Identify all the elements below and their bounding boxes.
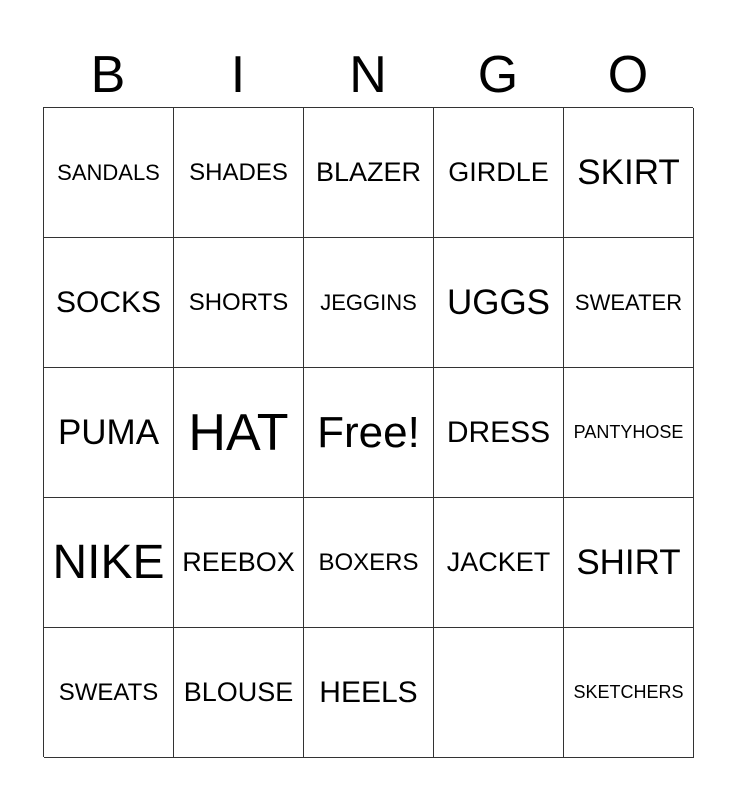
bingo-cell-r2-c1[interactable]: SOCKS: [44, 238, 174, 368]
header-letter-b: B: [90, 46, 126, 104]
bingo-cell-r3-c1[interactable]: PUMA: [44, 368, 174, 498]
bingo-cell-r1-c1[interactable]: SANDALS: [44, 108, 174, 238]
header-letter-n: N: [349, 46, 387, 104]
header-letter-g: G: [477, 46, 519, 104]
bingo-card-grid: [43, 107, 693, 757]
bingo-cell-r3-c5[interactable]: PANTYHOSE: [564, 368, 694, 498]
bingo-cell-r2-c3[interactable]: JEGGINS: [304, 238, 434, 368]
bingo-cell-r4-c4[interactable]: JACKET: [434, 498, 564, 628]
bingo-cell-r3-c3-free[interactable]: Free!: [304, 368, 434, 498]
bingo-cell-r4-c5[interactable]: SHIRT: [564, 498, 694, 628]
bingo-cell-r1-c4[interactable]: GIRDLE: [434, 108, 564, 238]
bingo-cell-r2-c2[interactable]: SHORTS: [174, 238, 304, 368]
header-letter-i: I: [230, 46, 246, 104]
bingo-cell-r5-c4-empty[interactable]: [434, 628, 564, 758]
bingo-cell-r1-c5[interactable]: SKIRT: [564, 108, 694, 238]
header-letter-o: O: [607, 46, 649, 104]
bingo-cell-r5-c5[interactable]: SKETCHERS: [564, 628, 694, 758]
bingo-cell-r2-c4[interactable]: UGGS: [434, 238, 564, 368]
bingo-cell-r4-c1[interactable]: NIKE: [44, 498, 174, 628]
bingo-cell-r5-c3[interactable]: HEELS: [304, 628, 434, 758]
bingo-cell-r3-c4[interactable]: DRESS: [434, 368, 564, 498]
bingo-cell-r1-c3[interactable]: BLAZER: [304, 108, 434, 238]
bingo-cell-r4-c3[interactable]: BOXERS: [304, 498, 434, 628]
bingo-cell-r5-c2[interactable]: BLOUSE: [174, 628, 304, 758]
bingo-cell-r3-c2[interactable]: HAT: [174, 368, 304, 498]
bingo-cell-r1-c2[interactable]: SHADES: [174, 108, 304, 238]
bingo-header: [43, 44, 693, 106]
bingo-cell-r5-c1[interactable]: SWEATS: [44, 628, 174, 758]
bingo-cell-r4-c2[interactable]: REEBOX: [174, 498, 304, 628]
bingo-cell-r2-c5[interactable]: SWEATER: [564, 238, 694, 368]
